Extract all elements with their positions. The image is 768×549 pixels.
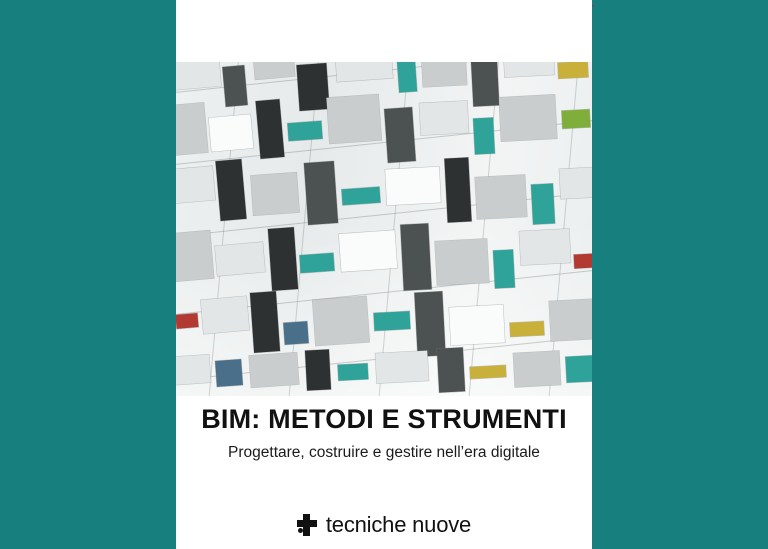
artwork-block bbox=[531, 183, 555, 224]
artwork-block bbox=[444, 157, 471, 222]
artwork-block bbox=[176, 103, 208, 156]
artwork-block bbox=[397, 57, 417, 92]
artwork-block bbox=[558, 61, 589, 79]
artwork-block bbox=[473, 118, 495, 155]
artwork-block bbox=[249, 352, 299, 387]
artwork-block bbox=[326, 94, 381, 144]
artwork-block bbox=[176, 313, 199, 329]
artwork-block bbox=[176, 230, 214, 281]
artwork-block bbox=[283, 321, 308, 345]
artwork-block bbox=[251, 172, 300, 215]
artwork-block bbox=[435, 239, 489, 286]
artwork-block bbox=[549, 299, 592, 341]
cover-artwork bbox=[176, 0, 592, 396]
artwork-block bbox=[562, 109, 591, 128]
artwork-block bbox=[470, 365, 507, 379]
artwork-block bbox=[341, 187, 380, 206]
artwork-block bbox=[304, 161, 338, 225]
artwork-block bbox=[287, 121, 322, 141]
artwork-block bbox=[176, 166, 215, 204]
artwork-block bbox=[437, 347, 465, 392]
artwork-block bbox=[519, 229, 571, 266]
artwork-block bbox=[419, 101, 469, 135]
artwork-block bbox=[414, 291, 445, 356]
artwork-block bbox=[574, 253, 592, 268]
artwork-block bbox=[299, 253, 334, 273]
artwork-block bbox=[256, 99, 285, 159]
artwork-block bbox=[215, 359, 243, 387]
artwork-block bbox=[375, 351, 428, 384]
artwork-block bbox=[176, 354, 211, 385]
cover-subtitle: Progettare, costruire e gestire nell’era digitale bbox=[228, 444, 540, 461]
artwork-block bbox=[400, 223, 431, 290]
book-cover bbox=[176, 0, 592, 549]
artwork-block bbox=[565, 355, 592, 383]
artwork-block bbox=[475, 175, 527, 220]
artwork-block bbox=[296, 63, 329, 111]
artwork-block bbox=[215, 242, 265, 276]
artwork-block bbox=[493, 250, 515, 289]
artwork-block bbox=[384, 107, 416, 163]
artwork-block bbox=[209, 114, 254, 152]
artwork-block bbox=[312, 296, 369, 346]
artwork-block bbox=[268, 227, 298, 291]
artwork-top-margin bbox=[176, 0, 592, 62]
artwork-block bbox=[339, 230, 398, 272]
artwork-block bbox=[449, 305, 505, 346]
publisher-logo bbox=[176, 512, 592, 538]
artwork-block bbox=[510, 321, 545, 337]
artwork-block bbox=[513, 351, 561, 387]
artwork-block bbox=[374, 311, 411, 331]
tecniche-nuove-mark-icon bbox=[297, 514, 317, 536]
artwork-block bbox=[201, 296, 250, 334]
artwork-block bbox=[385, 167, 441, 206]
artwork-block bbox=[222, 65, 247, 107]
artwork-block bbox=[305, 349, 331, 390]
publisher-name: tecniche nuove bbox=[325, 512, 472, 537]
artwork-block bbox=[215, 159, 246, 221]
artwork-block bbox=[499, 95, 557, 142]
artwork-block bbox=[250, 291, 280, 353]
artwork-block bbox=[338, 363, 369, 381]
cover-title: BIM: METODI E STRUMENTI bbox=[201, 404, 567, 434]
artwork-block bbox=[559, 167, 592, 199]
